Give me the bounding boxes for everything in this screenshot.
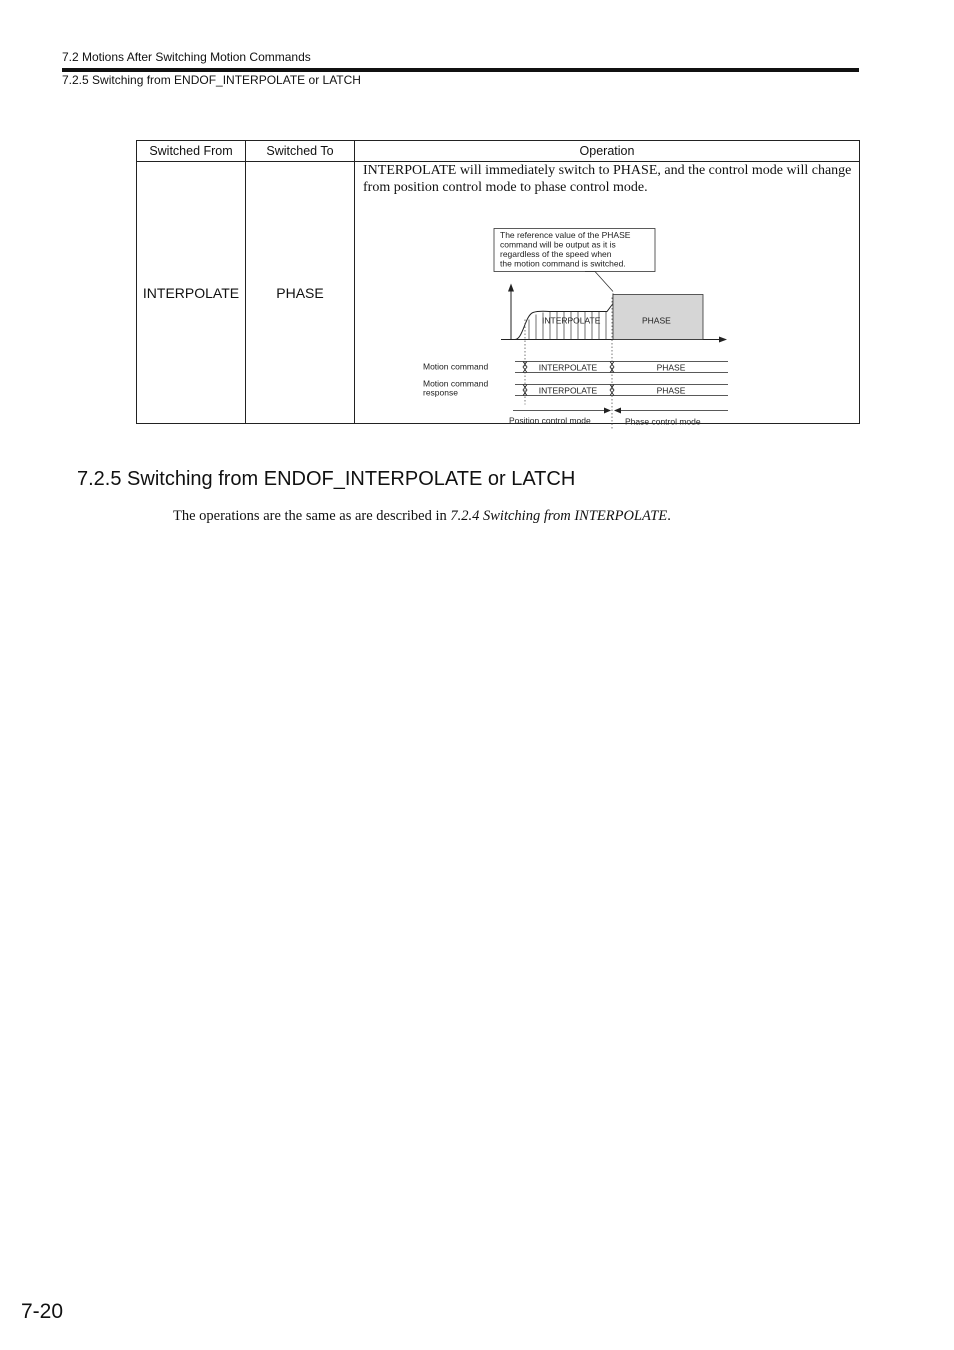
row-label-response-2: response xyxy=(423,387,458,398)
section-title: 7.2.5 Switching from ENDOF_INTERPOLATE or LATCH xyxy=(77,468,576,490)
switching-timing-diagram xyxy=(355,196,858,458)
switching-table xyxy=(136,140,860,427)
phase-mode-arrow xyxy=(614,408,621,414)
table-header-row xyxy=(137,141,860,162)
running-header-section: 7.2 Motions After Switching Motion Commands xyxy=(62,50,311,64)
page-number: 7-20 xyxy=(21,1300,64,1323)
graph-label-interpolate: INTERPOLATE xyxy=(542,315,601,326)
graph-y-arrow xyxy=(508,284,514,292)
cell-operation xyxy=(355,162,860,427)
row-label-motion-command: Motion command xyxy=(423,361,489,372)
position-control-mode-label: Position control mode xyxy=(509,415,591,426)
table-row xyxy=(137,162,860,424)
row2-interpolate: INTERPOLATE xyxy=(538,385,598,396)
callout-line-4: the motion command is switched. xyxy=(500,258,626,269)
col-switched-to: Switched To xyxy=(246,141,355,162)
cell-to: PHASE xyxy=(246,162,355,424)
callout-line-2: command will be output as it is xyxy=(500,239,616,250)
cell-from: INTERPOLATE xyxy=(137,162,246,424)
row1-interpolate: INTERPOLATE xyxy=(538,362,598,373)
row1-transition-switch xyxy=(610,362,614,373)
col-switched-from: Switched From xyxy=(137,141,246,162)
section-body-text: The operations are the same as are described in xyxy=(173,508,451,524)
phase-control-mode-label: Phase control mode xyxy=(625,416,701,427)
graph-x-arrow xyxy=(719,337,727,343)
row1-transition-start xyxy=(523,362,527,373)
header-rule xyxy=(62,68,859,72)
operation-text: INTERPOLATE will immediately switch to PHASE, and the control mode will change from position control mode to phase control mode. xyxy=(363,163,852,195)
section-cross-reference: 7.2.4 Switching from INTERPOLATE xyxy=(450,508,668,524)
section-body xyxy=(173,508,671,525)
row2-phase: PHASE xyxy=(656,385,686,396)
row1-phase: PHASE xyxy=(656,362,686,373)
running-header-subsection: 7.2.5 Switching from ENDOF_INTERPOLATE or LATCH xyxy=(62,73,361,87)
section-body-end: . xyxy=(667,508,671,524)
callout-line-1: The reference value of the PHASE xyxy=(500,230,631,240)
row-label-response-1: Motion command xyxy=(423,378,489,389)
graph-label-phase: PHASE xyxy=(642,315,671,326)
callout-pointer xyxy=(585,272,613,292)
callout-line-3: regardless of the speed when xyxy=(500,249,612,259)
position-mode-arrow xyxy=(604,408,611,414)
col-operation: Operation xyxy=(355,141,860,162)
